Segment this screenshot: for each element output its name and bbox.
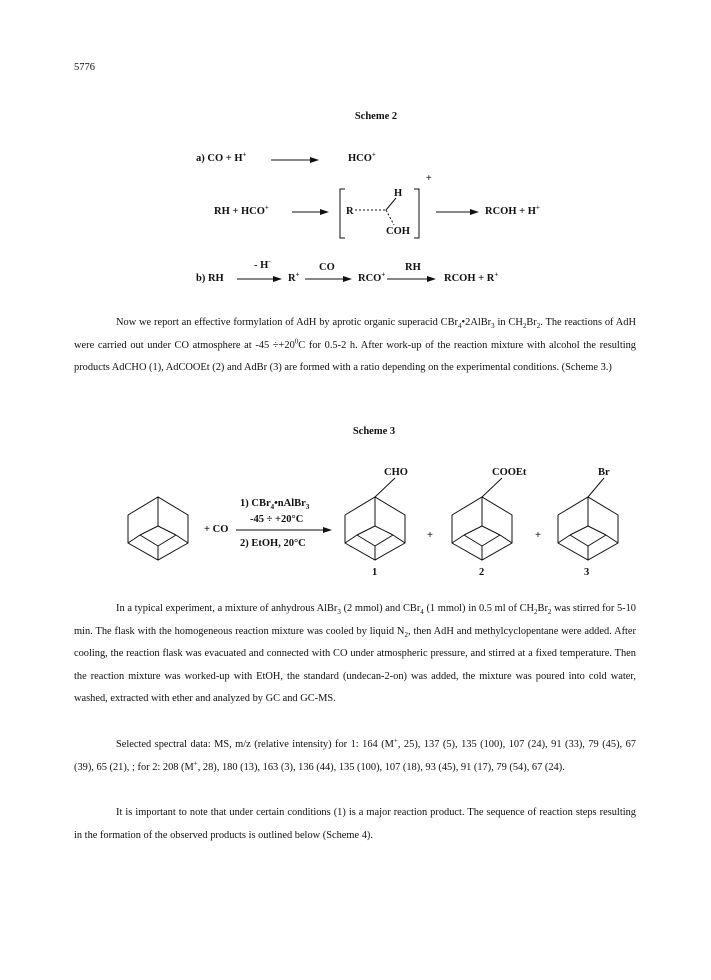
intermediate-h: H (394, 188, 403, 199)
intermediate-coh: COH (386, 226, 410, 237)
scheme2-a-reactants: a) CO + H+ (196, 150, 247, 164)
scheme2-rh-hco: RH + HCO+ (214, 203, 269, 217)
scheme2-a-product: HCO+ (348, 150, 376, 164)
scheme2-b-reagent3: RH (405, 262, 421, 273)
plus-sign-2: + (535, 530, 541, 541)
adamantane-product-1 (345, 478, 405, 560)
compound-number-2: 2 (479, 567, 485, 578)
paragraph-3: Selected spectral data: MS, m/z (relative intensity) for 1: 164 (M+, 25), 137 (5), 135 (100), 107 (24), 91 (33), 79 (45), 67 (39), 65 (21), ; for 2: 208 (M+, 28), 180 (13), 163 (3), 136 (44), 135 (100), 107 (18), 93 (45), 91 (17), 79 (54), 67 (24). (74, 736, 636, 773)
scheme2-b-reagent2: CO (319, 262, 335, 273)
scheme2-b-r: R+ (288, 270, 300, 284)
adamantane-reactant (128, 497, 188, 560)
scheme2-b-product: RCOH + R+ (444, 270, 499, 284)
paragraph-4: It is important to note that under certain conditions (1) is a major reaction product. The sequence of reaction steps resulting in the formation of the observed products is outlined below (Scheme 4). (74, 807, 636, 841)
intermediate-r: R (346, 206, 354, 217)
scheme-2-title: Scheme 2 (354, 111, 398, 122)
condition-2: -45 ÷ +20°C (250, 514, 304, 525)
plus-co: + CO (204, 524, 229, 535)
product-3-substituent: Br (598, 467, 610, 478)
adamantane-product-3 (558, 478, 618, 560)
scheme2-b-label: b) RH (196, 273, 224, 284)
scheme2-b-rco: RCO+ (358, 270, 386, 284)
scheme2-a2-product: RCOH + H+ (485, 203, 540, 217)
bracket-charge: + (426, 173, 432, 184)
paragraph-1: Now we report an effective formylation of AdH by aprotic organic superacid CBr$_4$•2AlBr$_3$ in $CH_2Br_2$. The reactions of AdH were carried out under CO atmosphere at $-45 \div+20^0C$ for 0.5-2 h. After work-up of the reaction mixture with alcohol the resulting products AdCHO (1), AdCOOEt (2) and AdBr (3) are formed with a ratio depending on the experimental conditions. (Scheme 3.) (74, 317, 636, 374)
condition-3: 2) EtOH, 20°C (240, 538, 306, 549)
condition-1: 1) CBr$_4$•nAlBr$_3$ (240, 498, 310, 512)
scheme2-b-reagent1: - H- (254, 257, 271, 271)
paragraph-2: In a typical experiment, a mixture of anhydrous AlBr$_3$ (2 mmol) and CBr$_4$ (1 mmol) in 0.5 ml of $CH_2Br_2$ was stirred for 5-10 min. The flask with the homogeneous reaction mixture was cooled by liquid $N_2$, then AdH and methylcyclopentane were added. After cooling, the reaction flask was evacuated and connected with CO under atmospheric pressure, and stirred at a fixed temperature. Then the reaction mixture was worked-up with EtOH, the standard (undecan-2-on) was added, the mixture was poured into cold water, washed, extracted with ether and analyzed by GC and GC-MS. (74, 603, 636, 705)
plus-sign-1: + (427, 530, 433, 541)
page-number: 5776 (74, 62, 95, 73)
adamantane-product-2 (452, 478, 512, 560)
compound-number-1: 1 (372, 567, 378, 578)
product-2-substituent: COOEt (492, 467, 527, 478)
scheme-3-title: Scheme 3 (352, 426, 396, 437)
product-1-substituent: CHO (384, 467, 408, 478)
compound-number-3: 3 (584, 567, 590, 578)
